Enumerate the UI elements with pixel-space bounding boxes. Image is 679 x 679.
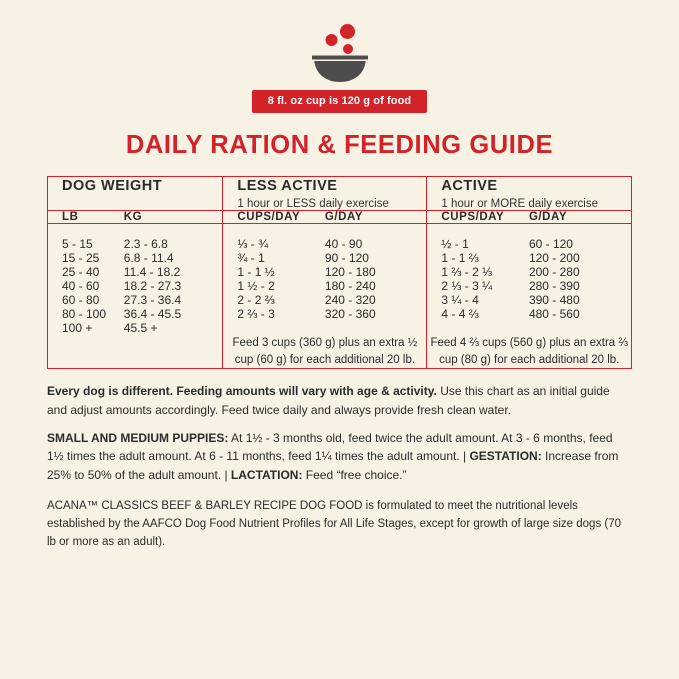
cell-cups-active [427, 321, 529, 335]
note-spacer [48, 335, 223, 368]
cell-g-less-active: 320 - 360 [324, 307, 376, 322]
cell-cups-less-active: 2 ⅔ - 3 [223, 307, 325, 321]
cell-kg: 18.2 - 27.3 [123, 279, 182, 294]
table-row [48, 293, 631, 307]
cell-lb: 40 - 60 [62, 279, 100, 294]
cell-lb: 5 - 15 [62, 237, 93, 252]
table-row [48, 251, 631, 265]
group-subtitle: 1 hour or MORE daily exercise [441, 198, 599, 211]
cell-cups-less-active: ¾ - 1 [223, 251, 325, 265]
group-title: DOG WEIGHT [62, 178, 163, 194]
cell-kg: 45.5 + [123, 321, 158, 336]
cell-cups-active: 4 - 4 ⅔ [427, 307, 529, 321]
cell-g-active: 390 - 480 [528, 293, 580, 308]
footnote-gestation-label: GESTATION: [469, 449, 542, 464]
cell-g-active [529, 321, 631, 335]
table-row [48, 224, 631, 252]
cell-g-less-active [325, 321, 427, 335]
cell-lb: 15 - 25 [62, 251, 100, 266]
note-active: Feed 4 ⅔ cups (560 g) plus an extra ⅔ cup (80 g) for each additional 20 lb. [427, 335, 631, 368]
cup-conversion-banner: 8 fl. oz cup is 120 g of food [252, 90, 427, 113]
group-header-active [427, 177, 631, 211]
table-row [48, 321, 631, 335]
footnote-lifestage [47, 429, 632, 485]
cell-g-less-active: 90 - 120 [324, 251, 369, 266]
column-header-cups-day-less-active: CUPS/DAY [223, 211, 325, 224]
footnote-general-bold: Every dog is different. Feeding amounts will vary with age & activity. [47, 384, 437, 399]
note-less-active: Feed 3 cups (360 g) plus an extra ½ cup (60 g) for each additional 20 lb. [223, 335, 427, 368]
cell-kg: 11.4 - 18.2 [123, 265, 181, 280]
dog-food-bowl-icon [305, 24, 375, 86]
table-row [48, 265, 631, 279]
cell-g-active: 280 - 390 [528, 279, 580, 294]
footnote-general-rest: Use this chart as an initial guide and adjust amounts accordingly. Feed twice daily and always provide fresh clean water. [47, 384, 610, 418]
footnote-general [47, 382, 632, 419]
cell-g-less-active: 180 - 240 [324, 279, 376, 294]
cell-g-active: 480 - 560 [528, 307, 580, 322]
cell-cups-less-active: 1 ½ - 2 [223, 279, 325, 293]
cell-cups-active: 2 ⅓ - 3 ¼ [427, 279, 529, 293]
cell-g-less-active: 40 - 90 [324, 237, 363, 252]
group-header-less-active [223, 177, 427, 211]
cell-cups-active: ½ - 1 [427, 224, 529, 252]
cell-cups-less-active: ⅓ - ¾ [223, 224, 325, 252]
cell-kg: 36.4 - 45.5 [123, 307, 182, 322]
column-header-g-day-less-active: G/DAY [325, 211, 427, 224]
footnote-puppies-text: At 1½ - 3 months old, feed twice the adult amount. At 3 - 6 months, feed 1½ times the adult amount. At 6 - 11 months, feed 1¼ times the adult amount. | [47, 430, 613, 464]
bowl-icon-container [0, 0, 679, 86]
cell-g-active: 120 - 200 [528, 251, 580, 266]
column-header-g-day-active: G/DAY [529, 211, 631, 224]
table-row [48, 307, 631, 321]
cell-g-less-active: 120 - 180 [324, 265, 376, 280]
table-group-header-row [48, 177, 631, 211]
cup-banner-container [0, 90, 679, 113]
cell-cups-active: 3 ¼ - 4 [427, 293, 529, 307]
group-title: ACTIVE [441, 178, 498, 194]
cell-lb: 60 - 80 [62, 293, 100, 308]
cell-lb: 100 + [62, 321, 93, 336]
cell-lb: 25 - 40 [62, 265, 100, 280]
cell-kg: 6.8 - 11.4 [123, 251, 174, 266]
table-row [48, 279, 631, 293]
ration-table-container [47, 176, 632, 369]
cell-cups-less-active: 2 - 2 ⅔ [223, 293, 325, 307]
cell-cups-active: 1 - 1 ⅔ [427, 251, 529, 265]
column-header-lb: LB [48, 211, 124, 224]
footnote-lactation-label: LACTATION: [230, 467, 303, 482]
footnotes [47, 382, 632, 551]
column-header-kg: KG [124, 211, 223, 224]
cell-cups-active: 1 ⅔ - 2 ⅓ [427, 265, 529, 279]
footnote-puppies-label: SMALL AND MEDIUM PUPPIES: [47, 430, 229, 445]
footnote-lactation-text: Feed “free choice.” [302, 467, 407, 482]
group-header-dog-weight [48, 177, 223, 211]
footnote-aafco-statement: ACANA™ CLASSICS BEEF & BARLEY RECIPE DOG FOOD is formulated to meet the nutritional levels established by the AAFCO Dog Food Nutrient Profiles for All Life Stages, except for growth of large size dogs (70 lb or more as an adult). [47, 500, 622, 549]
table-column-header-row [48, 211, 631, 224]
ration-table [48, 177, 631, 368]
cell-g-less-active: 240 - 320 [324, 293, 376, 308]
page-title: DAILY RATION & FEEDING GUIDE [125, 131, 554, 159]
cell-kg: 2.3 - 6.8 [123, 237, 168, 252]
group-subtitle: 1 hour or LESS daily exercise [237, 198, 389, 211]
cell-cups-less-active: 1 - 1 ½ [223, 265, 325, 279]
cell-g-active: 200 - 280 [528, 265, 580, 280]
table-note-row [48, 335, 631, 368]
column-header-cups-day-active: CUPS/DAY [427, 211, 529, 224]
cell-lb: 80 - 100 [62, 307, 107, 322]
group-title: LESS ACTIVE [237, 178, 338, 194]
cell-g-active: 60 - 120 [528, 237, 573, 252]
cell-kg: 27.3 - 36.4 [123, 293, 182, 308]
footnote-gestation-text: Increase from 25% to 50% of the adult amount. | [47, 449, 619, 482]
cell-cups-less-active [223, 321, 325, 335]
